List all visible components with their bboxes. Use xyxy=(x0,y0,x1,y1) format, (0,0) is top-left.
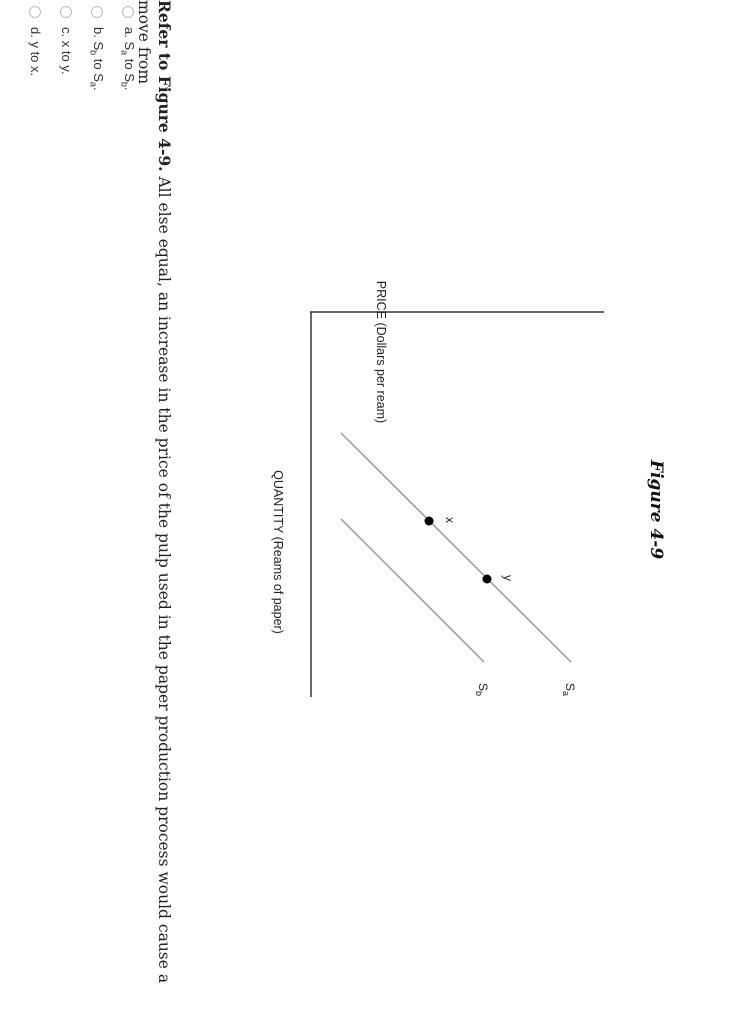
question-reference: Refer to Figure 4-9. xyxy=(155,0,174,172)
radio-button[interactable] xyxy=(61,6,73,18)
point-x xyxy=(425,517,434,526)
supply-curve-b xyxy=(341,519,484,662)
supply-curve-a xyxy=(341,433,571,662)
curve-label-a: $S_a$ xyxy=(561,683,577,697)
option-a[interactable] xyxy=(113,6,144,91)
x-axis-label: QUANTITY (Reams of paper) xyxy=(271,470,285,634)
option-d[interactable] xyxy=(20,6,51,91)
option-label: a. $S_a$ to $S_b$. xyxy=(119,27,138,91)
option-b[interactable] xyxy=(82,6,113,91)
point-y xyxy=(483,575,492,584)
option-label: d. y to x. xyxy=(28,27,43,77)
question-text xyxy=(134,0,174,1010)
y-axis-label: PRICE (Dollars per ream) xyxy=(374,280,388,424)
supply-diagram xyxy=(271,0,734,1024)
radio-button[interactable] xyxy=(92,6,104,18)
question-body: All else equal, an increase in the price of the pulp used in the paper production process would cause a move from xyxy=(135,0,173,984)
figure-title: Figure 4-9 xyxy=(646,460,666,560)
point-label-y: y xyxy=(501,575,515,581)
radio-button[interactable] xyxy=(30,6,42,18)
option-c[interactable] xyxy=(51,6,82,91)
answer-options xyxy=(20,6,144,91)
option-label: c. x to y. xyxy=(59,27,74,75)
point-label-x: x xyxy=(443,517,457,523)
radio-button[interactable] xyxy=(123,6,135,18)
curve-label-b: $S_b$ xyxy=(474,683,490,697)
option-label: b. $S_b$ to $S_a$. xyxy=(88,27,107,91)
